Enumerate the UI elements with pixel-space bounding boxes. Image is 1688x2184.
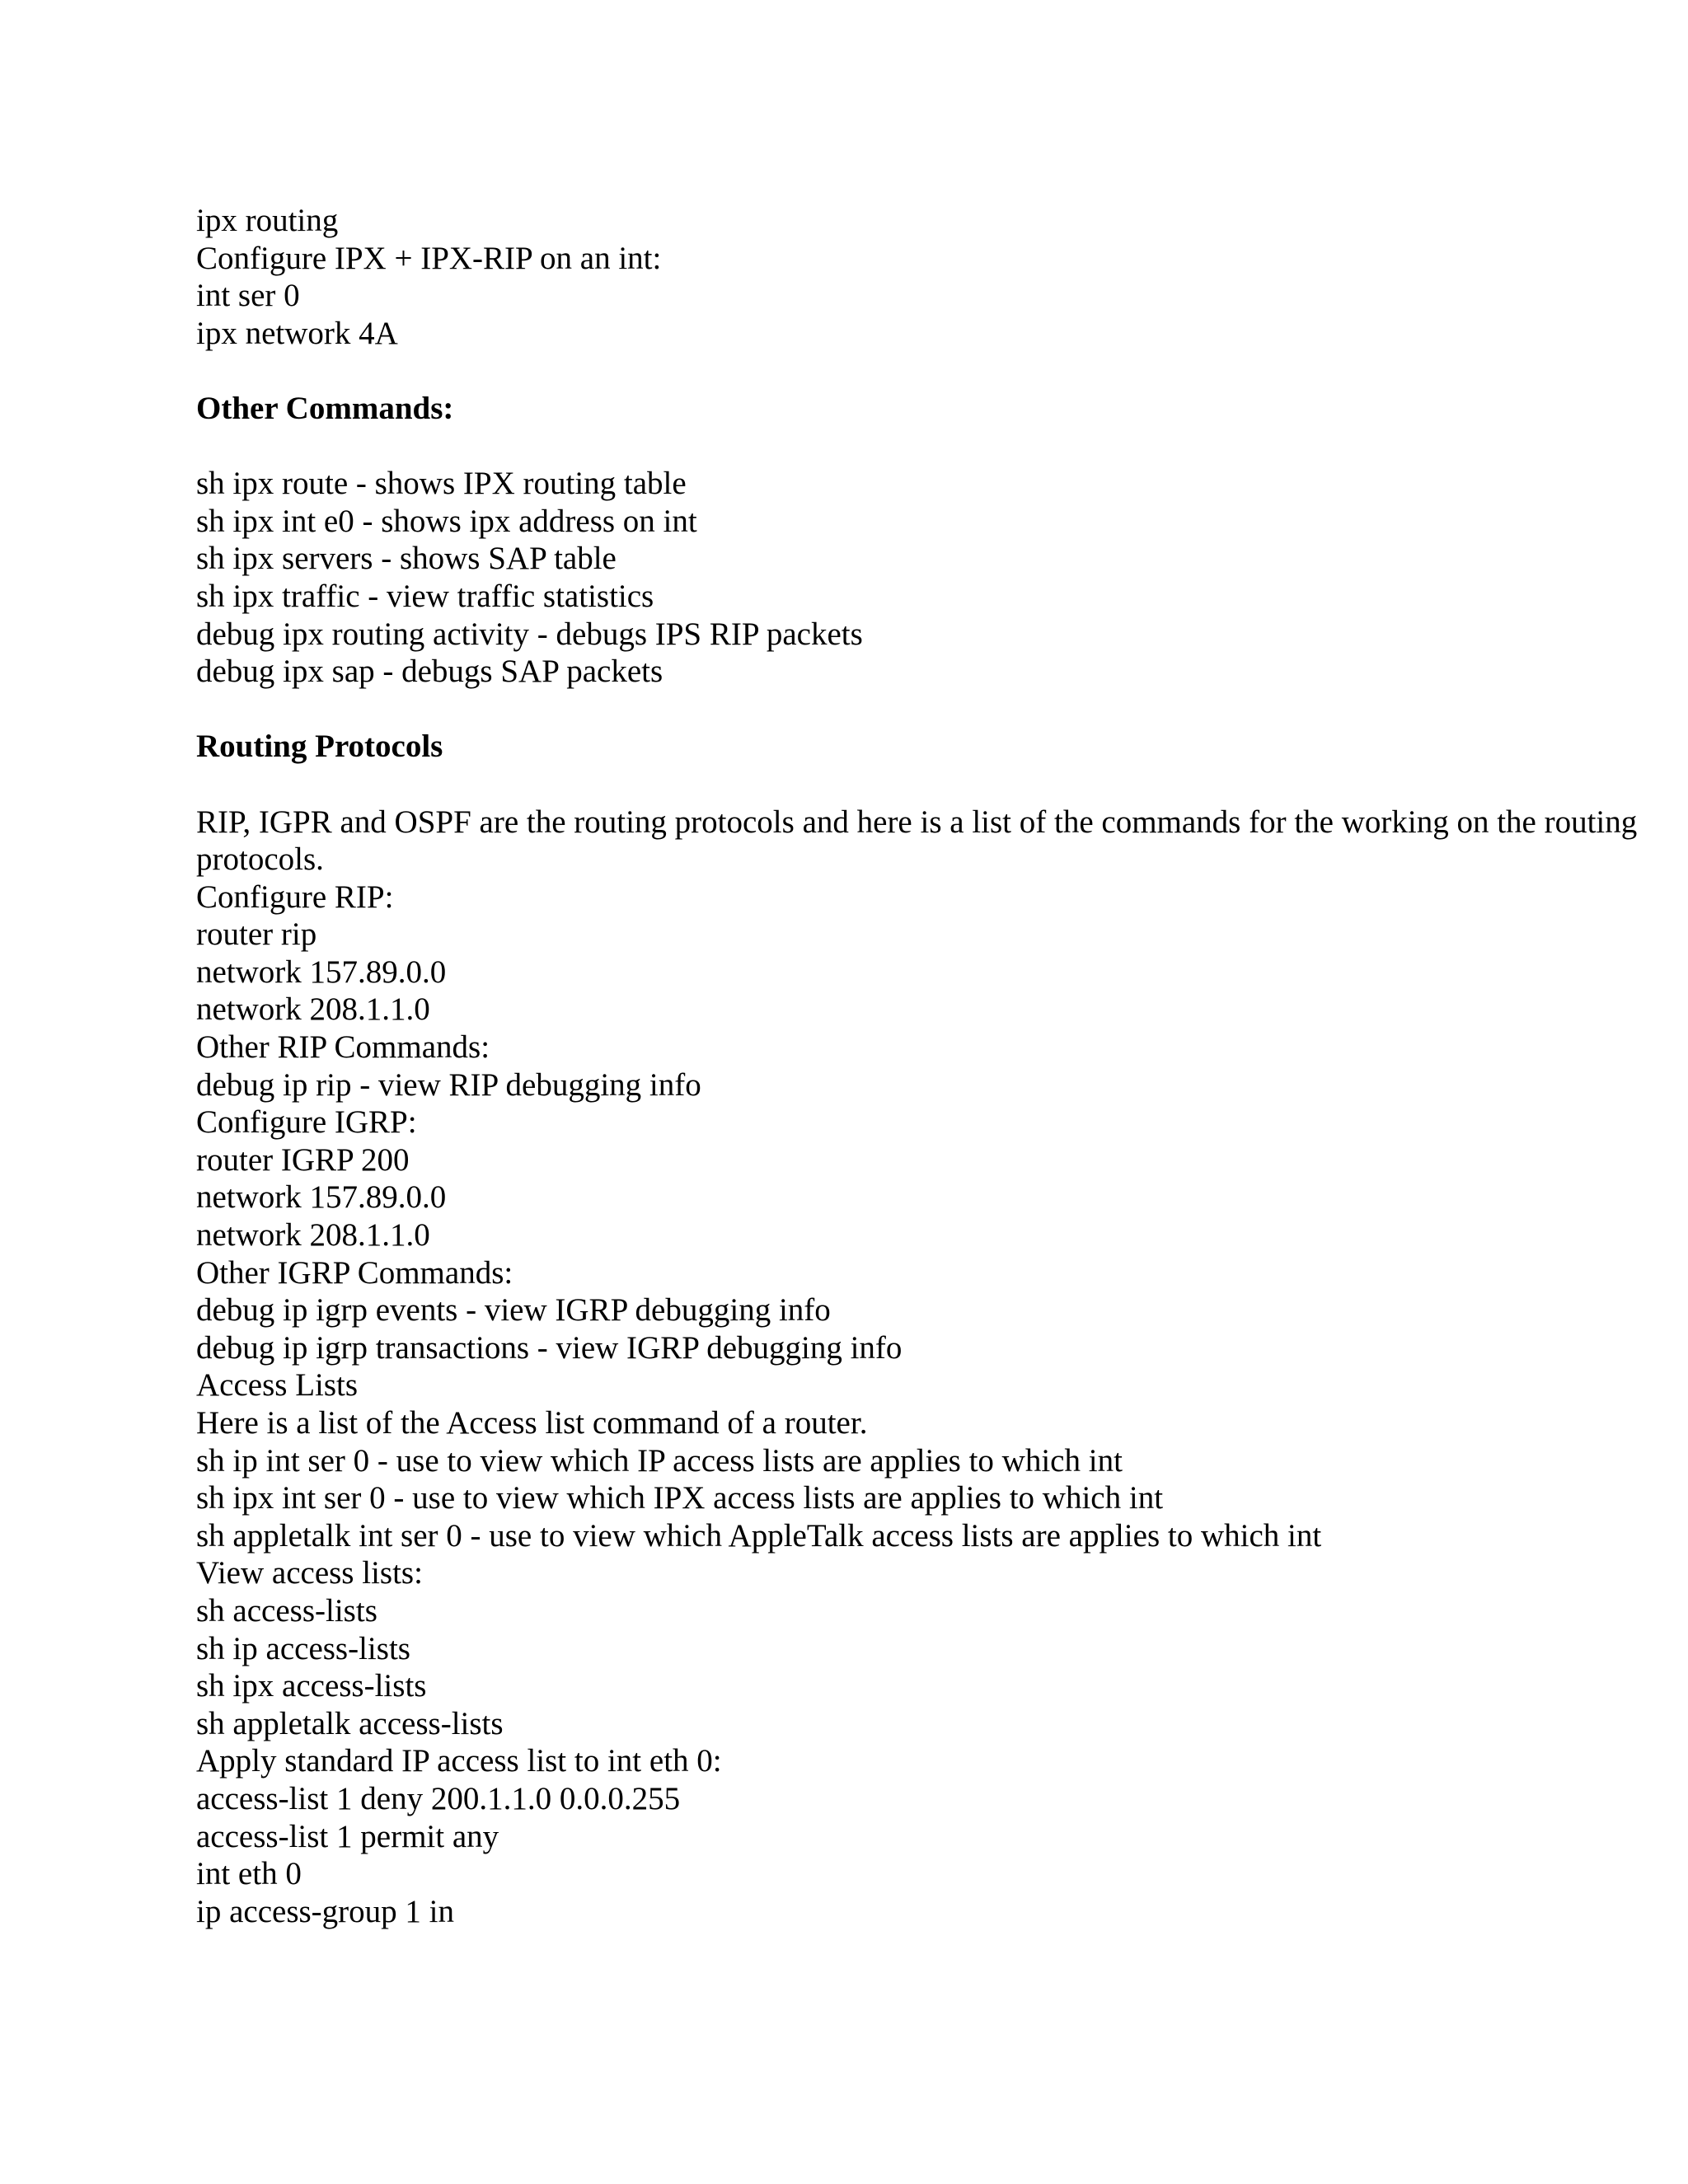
text-line: Here is a list of the Access list command of a router. (196, 1405, 868, 1441)
text-line: Other IGRP Commands: (196, 1254, 513, 1291)
text-line: network 208.1.1.0 (196, 991, 430, 1028)
text-line: sh ipx int e0 - shows ipx address on int (196, 503, 697, 539)
text-line: ipx routing (196, 203, 339, 238)
text-line: network 208.1.1.0 (196, 1217, 430, 1254)
text-line: Configure RIP: (196, 879, 394, 915)
text-line: int eth 0 (196, 1856, 302, 1892)
routing-protocols-heading: Routing Protocols (196, 729, 443, 765)
text-line: sh ip access-lists (196, 1630, 410, 1666)
document-page (196, 202, 1663, 1930)
text-line: debug ip igrp events - view IGRP debugging info (196, 1292, 831, 1329)
text-line: View access lists: (196, 1555, 423, 1591)
text-line: ip access-group 1 in (196, 1893, 454, 1929)
text-line: network 157.89.0.0 (196, 954, 447, 990)
text-line: sh ipx traffic - view traffic statistics (196, 578, 654, 614)
text-line: network 157.89.0.0 (196, 1179, 447, 1216)
text-line: router IGRP 200 (196, 1141, 410, 1178)
intro-paragraph: RIP, IGPR and OSPF are the routing protocols and here is a list of the commands for the working on the routing protocols. (196, 804, 1638, 878)
text-line: sh ipx servers - shows SAP table (196, 541, 617, 577)
text-line: access-list 1 permit any (196, 1818, 499, 1854)
ipx-commands-block (196, 465, 1663, 691)
text-line: sh ipx int ser 0 - use to view which IPX access lists are applies to which int (196, 1480, 1164, 1516)
text-line: debug ip igrp transactions - view IGRP debugging info (196, 1329, 903, 1366)
text-line: debug ip rip - view RIP debugging info (196, 1066, 701, 1103)
text-line: sh access-lists (196, 1592, 377, 1629)
text-line: Configure IGRP: (196, 1104, 417, 1141)
text-line: sh appletalk int ser 0 - use to view which AppleTalk access lists are applies to which int (196, 1517, 1322, 1554)
text-line: Configure IPX + IPX-RIP on an int: (196, 240, 662, 276)
text-line: debug ipx sap - debugs SAP packets (196, 654, 663, 690)
text-line: sh ipx access-lists (196, 1668, 427, 1704)
text-line: sh appletalk access-lists (196, 1705, 504, 1741)
text-line: Access Lists (196, 1367, 359, 1404)
text-line: router rip (196, 916, 317, 953)
text-line: sh ip int ser 0 - use to view which IP access lists are applies to which int (196, 1442, 1123, 1479)
text-line: Apply standard IP access list to int eth 0: (196, 1743, 722, 1779)
text-line: Other RIP Commands: (196, 1029, 490, 1066)
text-line: ipx network 4A (196, 315, 398, 351)
text-line: access-list 1 deny 200.1.1.0 0.0.0.255 (196, 1780, 681, 1816)
other-commands-heading: Other Commands: (196, 390, 454, 426)
routing-protocols-block (196, 804, 1663, 1931)
ipx-config-block (196, 202, 1663, 352)
text-line: sh ipx route - shows IPX routing table (196, 466, 687, 502)
text-line: debug ipx routing activity - debugs IPS RIP packets (196, 616, 863, 652)
text-line: int ser 0 (196, 278, 300, 314)
